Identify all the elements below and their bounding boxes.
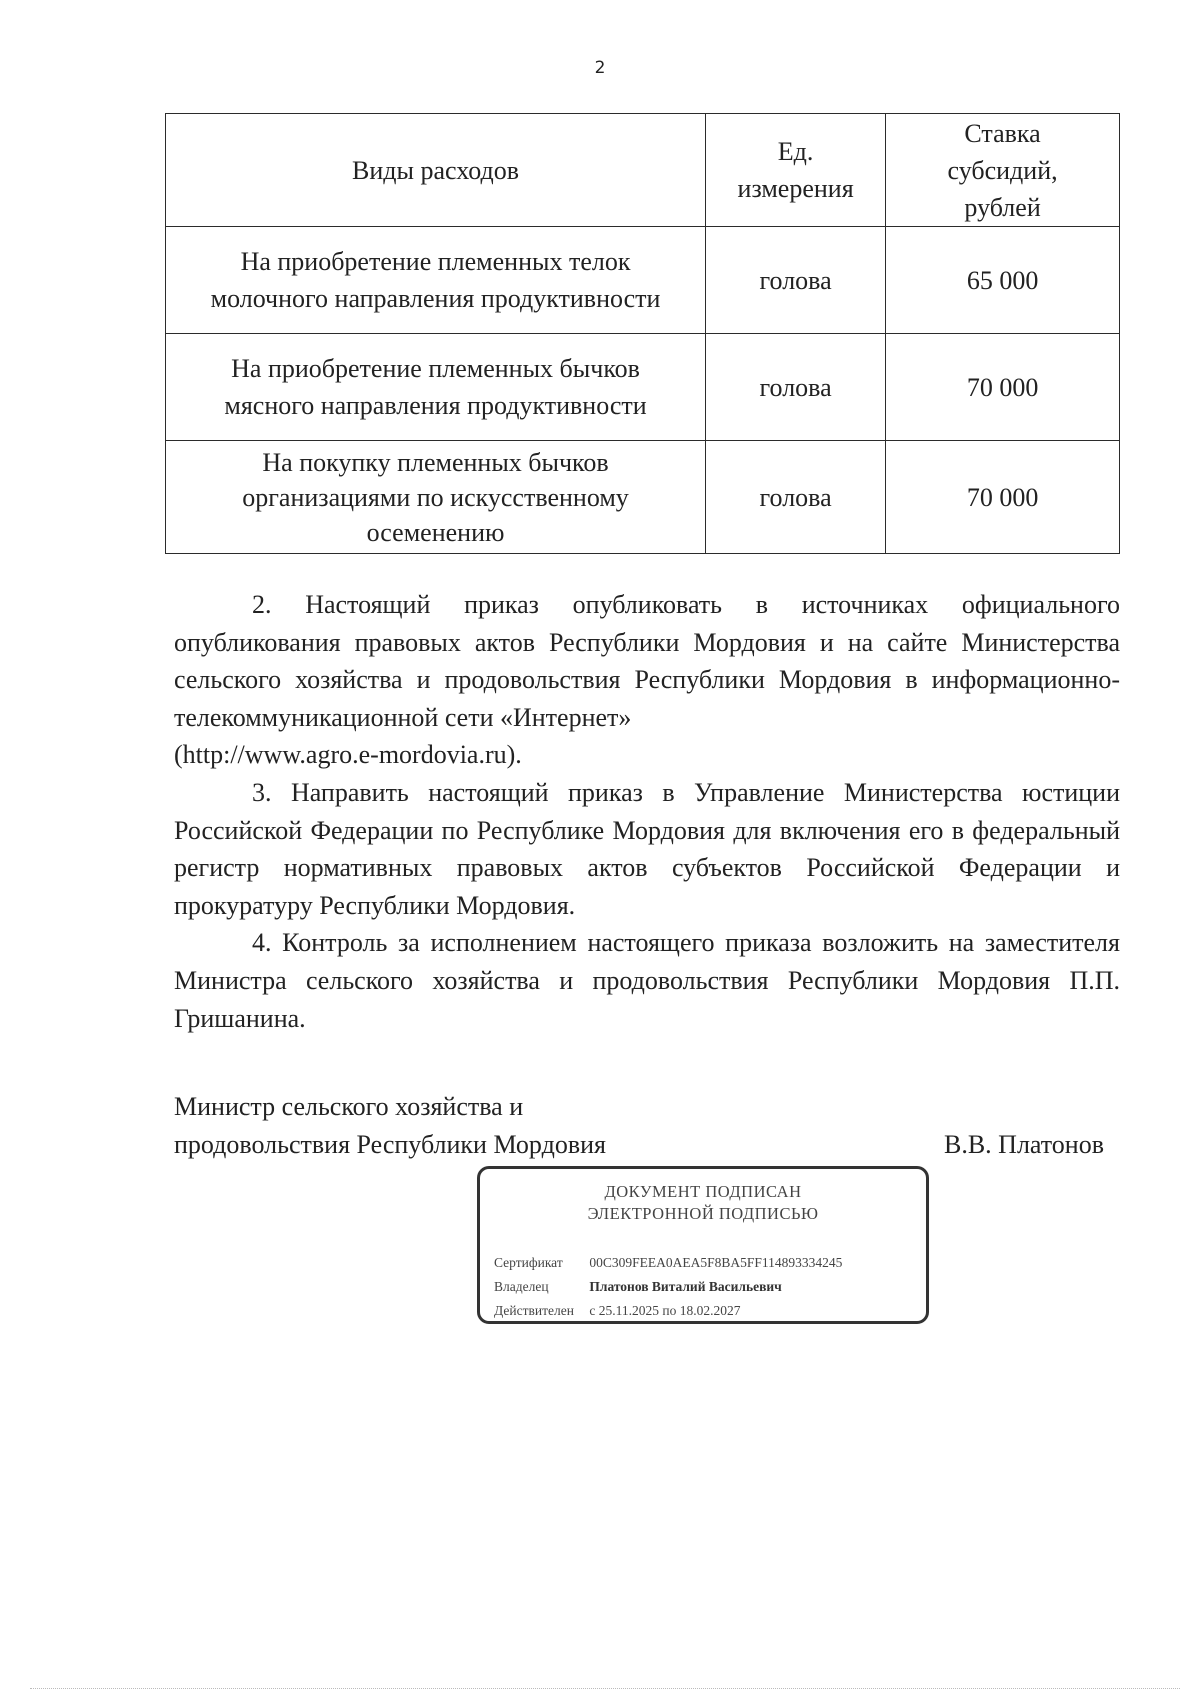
header-rate-line2: субсидий,: [947, 155, 1058, 185]
stamp-validity-row: [494, 1299, 842, 1323]
publication-url: (http://www.agro.e-mordovia.ru).: [174, 740, 522, 770]
table-row: [166, 441, 1120, 554]
paragraph-2: [174, 586, 1120, 736]
cell-expense-line2: организациями по искусственному: [242, 482, 629, 512]
cell-expense: [166, 334, 706, 441]
header-rate-line1: Ставка: [964, 118, 1041, 148]
stamp-owner-value: Платонов Виталий Васильевич: [589, 1279, 782, 1294]
scan-edge-artifact: [30, 1688, 1180, 1691]
order-body: [174, 586, 1120, 1037]
stamp-details: [494, 1251, 842, 1323]
stamp-owner-row: [494, 1275, 842, 1299]
cell-expense-line1: На приобретение племенных телок: [240, 247, 631, 276]
cell-expense-line2: мясного направления продуктивности: [224, 391, 647, 420]
page-number: 2: [594, 58, 606, 78]
stamp-title-line1: ДОКУМЕНТ ПОДПИСАН: [604, 1182, 802, 1201]
header-unit-line1: Ед.: [777, 137, 814, 166]
cell-rate: 70 000: [886, 441, 1120, 554]
cell-rate: 70 000: [886, 334, 1120, 441]
stamp-owner-label: Владелец: [494, 1279, 549, 1294]
header-unit: [706, 114, 886, 227]
paragraph-3-text: 3. Направить настоящий приказ в Управление Министерства юстиции Российской Федерации по Республике Мордовия для включения его в федеральный регистр нормативных правовых актов субъектов Российской Федерации и прокуратуру Республики Мордовия.: [174, 777, 1120, 920]
cell-unit: голова: [706, 227, 886, 334]
subsidy-rates-table: [165, 113, 1120, 554]
paragraph-2-text: 2. Настоящий приказ опубликовать в источниках официального опубликования правовых актов Республики Мордовия и на сайте Министерства сельского хозяйства и продовольствия Республики Мордовия в информационно-телекоммуникационной сети «Интернет»: [174, 590, 1120, 732]
paragraph-2-url: [174, 736, 1120, 774]
stamp-certificate-value: 00C309FEEA0AEA5F8BA5FF114893334245: [589, 1255, 843, 1270]
stamp-certificate-label: Сертификат: [494, 1255, 563, 1270]
electronic-signature-stamp: [477, 1166, 929, 1324]
header-rate-line3: рублей: [964, 192, 1041, 222]
table-row: [166, 334, 1120, 441]
header-expense-type: [166, 114, 706, 227]
stamp-title-line2: ЭЛЕКТРОННОЙ ПОДПИСЬЮ: [587, 1204, 819, 1223]
cell-expense: [166, 441, 706, 554]
cell-expense-line2: молочного направления продуктивности: [210, 284, 661, 313]
cell-rate: 65 000: [886, 227, 1120, 334]
cell-expense: [166, 227, 706, 334]
paragraph-3: [174, 774, 1120, 924]
stamp-certificate-row: [494, 1251, 842, 1275]
signatory-position-line1: Министр сельского хозяйства и: [174, 1092, 524, 1121]
stamp-validity-value: с 25.11.2025 по 18.02.2027: [589, 1303, 741, 1318]
signature-block: [174, 1088, 1104, 1164]
cell-expense-line1: На приобретение племенных бычков: [231, 354, 640, 383]
header-rate: [886, 114, 1120, 227]
header-unit-line2: измерения: [737, 174, 854, 203]
cell-unit: голова: [706, 334, 886, 441]
header-expense-label: Виды расходов: [352, 155, 520, 185]
cell-expense-line3: осеменению: [366, 517, 505, 547]
cell-expense-line1: На покупку племенных бычков: [262, 447, 609, 477]
signatory-position-line2: продовольствия Республики Мордовия: [174, 1130, 606, 1159]
stamp-title: [480, 1181, 926, 1225]
signatory-name: В.В. Платонов: [943, 1130, 1104, 1159]
paragraph-4-text: 4. Контроль за исполнением настоящего приказа возложить на заместителя Министра сельского хозяйства и продовольствия Республики Мордовия П.П. Гришанина.: [174, 928, 1120, 1033]
table-row: [166, 227, 1120, 334]
cell-unit: голова: [706, 441, 886, 554]
paragraph-4: [174, 924, 1120, 1037]
table-header-row: [166, 114, 1120, 227]
stamp-validity-label: Действителен: [494, 1303, 574, 1318]
